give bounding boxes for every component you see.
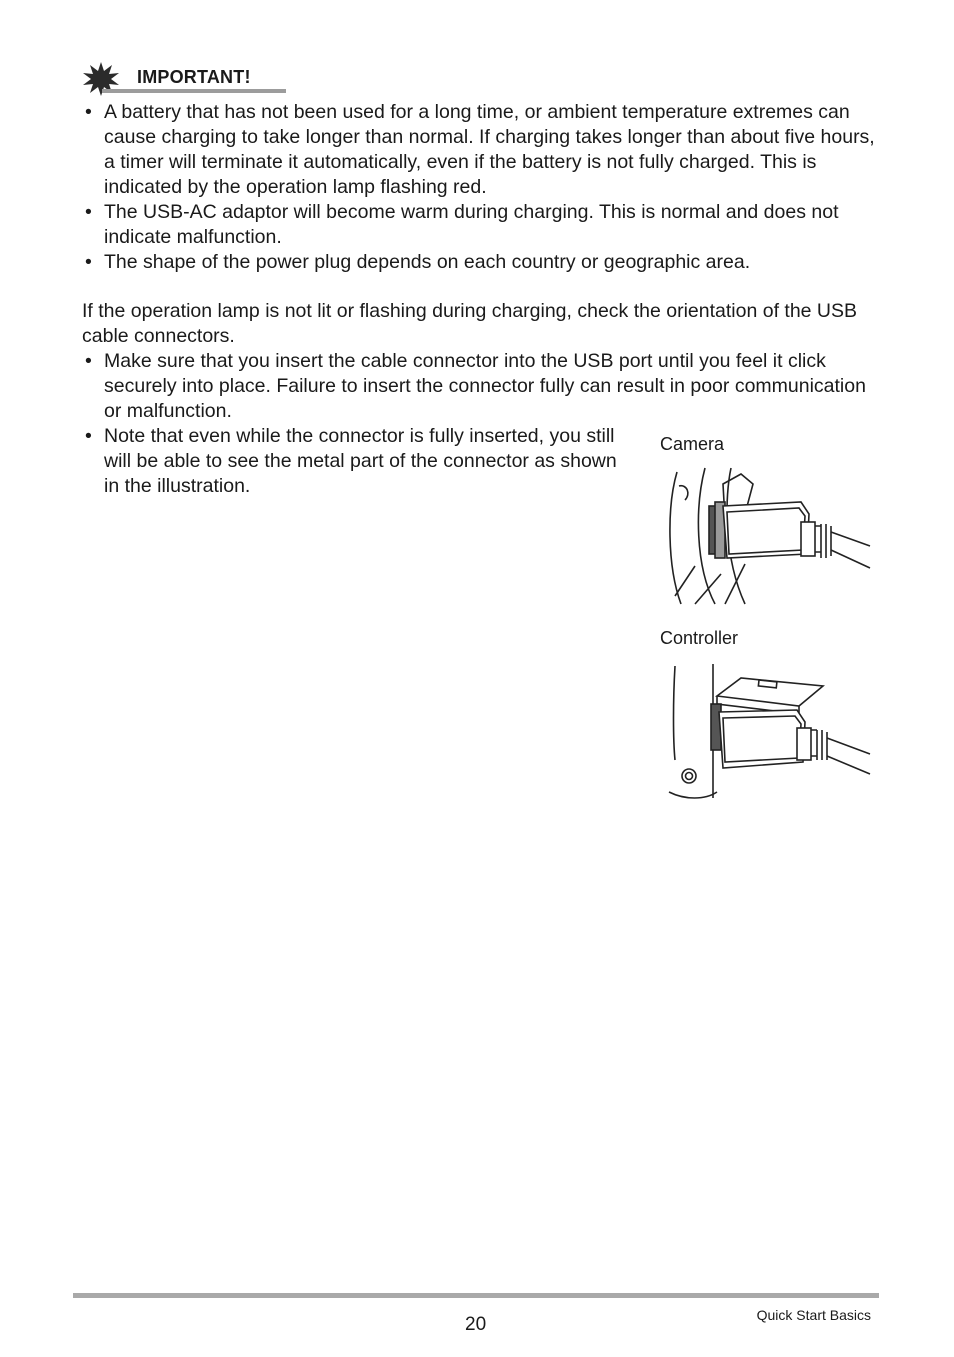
list-item: • A battery that has not been used for a long time, or ambient temperature extremes can cause charging to take longer than normal. If charging takes longer than about five hours, a timer will terminate it automatically, even if the battery is not fully charged. This is indicated by the operation lamp flashing red.	[82, 100, 882, 200]
important-label: IMPORTANT!	[137, 67, 251, 87]
page-number: 20	[465, 1314, 487, 1335]
orientation-paragraph: If the operation lamp is not lit or flashing during charging, check the orientation of the USB cable connectors.	[82, 300, 858, 347]
camera-usb-illustration	[665, 466, 875, 606]
important-bullet-list	[82, 100, 882, 275]
heading-underline	[102, 89, 286, 93]
section-name: Quick Start Basics	[756, 1307, 871, 1323]
list-item: • The USB-AC adaptor will become warm during charging. This is normal and does not indicate malfunction.	[82, 200, 882, 250]
footer-rule	[73, 1293, 879, 1298]
controller-figure-label: Controller	[660, 628, 739, 648]
orientation-bullet-list	[82, 349, 882, 424]
list-item: • Note that even while the connector is fully inserted, you still will be able to see the metal part of the connector as shown in the illustration.	[82, 424, 632, 499]
camera-figure-label: Camera	[660, 434, 725, 454]
list-item: • Make sure that you insert the cable connector into the USB port until you feel it click securely into place. Failure to insert the connector fully can result in poor communication or malfunction.	[82, 349, 882, 424]
important-heading	[82, 62, 286, 96]
metal-part-note-list	[82, 424, 632, 499]
controller-usb-illustration	[665, 660, 875, 800]
list-item: • The shape of the power plug depends on each country or geographic area.	[82, 250, 882, 275]
